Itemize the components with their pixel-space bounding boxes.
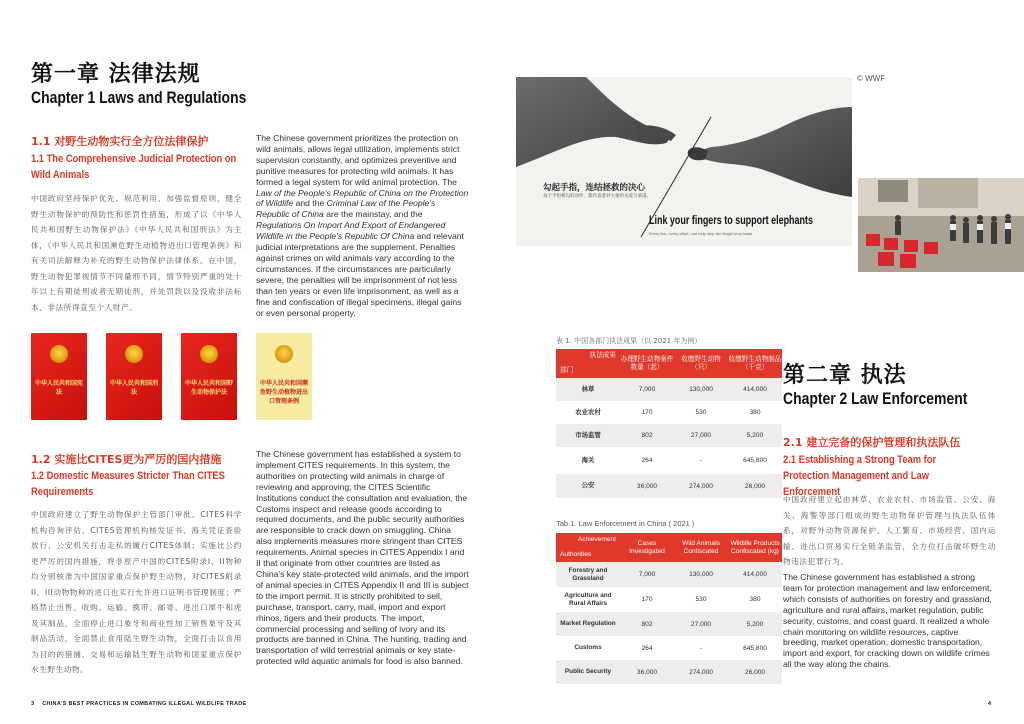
book-criminal-law: 中华人民共和国刑法 — [106, 333, 162, 420]
elephant-poster — [516, 77, 852, 246]
section-2-1-heading-en: 2.1 Establishing a Strong Team for Protection Management and Law Enforcement — [783, 454, 937, 498]
book-import-export-regulations: 中华人民共和国濒危野生动植物进出口管理条例 — [256, 333, 312, 420]
section-1-1-heading-cn: 1.1 对野生动物实行全方位法律保护 — [31, 135, 209, 148]
table-row: Agriculture and Rural Affairs 170 530 380 — [564, 591, 761, 607]
table-cn-header: 收缴野生动物（只） — [674, 349, 728, 378]
table-row: 林草 7,000 130,000 414,000 — [556, 378, 782, 401]
table-law-enforcement-en — [556, 533, 782, 684]
table-cn-header: 办理野生动物案件数量（起） — [620, 349, 674, 378]
book-constitution: 中华人民共和国宪法 — [31, 333, 87, 420]
table-row: Forestry and Grassland 7,000 130,000 414,000 — [556, 562, 782, 587]
page-number: 3 — [31, 701, 35, 707]
section-1-1-body-cn: 中国政府坚持保护优先、规范利用、加强监督原则，健全野生动物保护的预防性和惩罚性措施，形成了以《中华人民共和国野生动物保护法》《中华人民共和国刑法》为主体，《中华人民共和国濒危野生动植物进出口管理条例》和有关司法解释为补充的野生动物保护法律体系。在中国，野生动物犯罪视情节不同量刑不同，情节特别严重的处十年以上有期徒刑或者无期徒刑，并处罚款以及没收非法标本、非法所得直至个人财产。 — [31, 194, 242, 312]
poster-headline-cn: 勾起手指，连结拯救的决心 — [543, 183, 646, 193]
poster-headline-en: Link your fingers to support elephants — [649, 215, 813, 227]
section-1-2-body-en: The Chinese government has established a system to implement CITES requirements. In this system, the authorities on protecting wild animals in charge of reviewing and approving; the CITES Scientific Institutions conduct the consultation and evaluation, the Customs inspect and release goods according to required documents, and the public security authorities are responsible to crack down on smuggling. China also implements measures more stringent than CITES requirements. Animal species in CITES Appendix I and II that originate from other countries are listed as China's key state-protected wild animals, and the import of animal species in CITES Appendix II and III is subject to the import permit. It is strictly prohibited to sell, purchase, transport, carry, mail, import and export rhinos, tigers and their products. The import, commercial processing and selling of ivory and its products are banned in China. The hunting, trading and transportation of wild terrestrial animals or key state-protected wild aquatic animals for food is also banned. — [256, 449, 469, 667]
chapter-2-title-en: Chapter 2 Law Enforcement — [783, 389, 968, 408]
section-1-2-heading-cn: 1.2 实施比CITES更为严厉的国内措施 — [31, 453, 222, 466]
section-1-1-heading-en: 1.1 The Comprehensive Judicial Protection on Wild Animals — [31, 153, 237, 181]
poster-subtext-cn: 每个手指相勾的动作，都代表着对大象的关爱与承诺。 — [543, 194, 651, 199]
footer-title: CHINA'S BEST PRACTICES IN COMBATING ILLEGAL WILDLIFE TRADE — [42, 701, 247, 707]
law-title-wildlife: Law of the People's Republic of China on the Protection of Wildlife — [256, 187, 469, 209]
section-2-1-body-cn: 中国政府建立起由林草、农业农村、市场监管、公安、海关、海警等部门组成的野生动物保护管理与执法队伍体系，对野外动物资源保护、人工繁育、市场经营、国内运输、进出口贸易实行全链条监管，全方位打击破坏野生动物违法犯罪行为。 — [783, 495, 996, 566]
section-2-1-heading-cn: 2.1 建立完备的保护管理和执法队伍 — [783, 436, 961, 449]
footer-left — [31, 701, 246, 707]
law-title-import-export: Regulations On Import And Export of Endangered Wildlife in the People's Republic Of China — [256, 220, 446, 242]
national-emblem-icon — [50, 345, 68, 363]
table-en-caption: Tab 1. Law Enforcement in China ( 2021 ) — [556, 519, 695, 528]
table-row: 公安 36,000 274,000 26,000 — [556, 474, 782, 498]
event-photo — [858, 178, 1024, 272]
table-cn-header: 收缴野生动物制品（千克） — [728, 349, 782, 378]
table-row: Customs 264 - 645,800 — [574, 644, 767, 652]
national-emblem-icon — [275, 345, 293, 363]
book-wildlife-protection-law: 中华人民共和国野生动物保护法 — [181, 333, 237, 420]
photo-credit: © WWF — [857, 74, 886, 83]
right-page — [512, 0, 1024, 724]
table-en-header: Cases Investigated — [620, 533, 674, 562]
table-row: 市场监管 802 27,000 5,200 — [556, 424, 782, 447]
table-row: Public Security 36,000 274,000 26,000 — [556, 660, 782, 684]
table-en-corner: Achievement Authorities — [556, 533, 620, 562]
table-en-header: Wild Animals Confiscated — [674, 533, 728, 562]
poster-tagline: Every link, every effort, can help stop the illegal ivory trade. — [649, 231, 754, 236]
table-cn-corner: 执法成果 部门 — [556, 349, 620, 378]
section-2-1-body-en: The Chinese government has established a strong team for protection management and law enforcement, which consists of authorities on forestry and grassland, agriculture and rural affairs, market regulation, public security, customs, and coast guard. It realized a whole chain monitoring on wildlife resources, captive breeding, market operation, domestic transportation, import and export, for cracking down on wildlife crimes all the way along the chains. — [783, 572, 992, 670]
section-1-2-heading-en: 1.2 Domestic Measures Stricter Than CITES Requirements — [31, 470, 225, 498]
law-title-criminal: Criminal Law of the People's Republic of China — [256, 198, 436, 220]
table-row: 海关 264 - 645,800 — [581, 456, 767, 464]
page-number: 4 — [988, 701, 992, 707]
table-row: 农业农村 170 530 380 — [575, 408, 761, 416]
table-cn-caption: 表 1. 中国各部门执法成果（以 2021 年为例） — [556, 337, 702, 345]
section-1-1-body-en: The Chinese government prioritizes the protection on wild animals, allows legal utilization, implements strict supervision constantly, and optimizes preventive and punitive measures for protecting wild animals. It has formed a legal system for wild animal protection. The Law of the People's Republic of China on the Protection of Wildlife and the Criminal Law of the People's Republic of China are the mainstay, and the Regulations On Import And Export of Endangered Wildlife in the People's Republic Of China and relevant judicial interpretations are the supplement. Penalties against crimes on wild animals vary according to the circumstances. If the circumstances are particularly severe, the penalties will be imprisonment of not less than ten years or even life imprisonment, as well as a fine and confiscation of illegal specimens, illegal gains or even personal property. — [256, 133, 469, 318]
chapter-1-title-en: Chapter 1 Laws and Regulations — [31, 88, 247, 107]
chapter-1-title-cn: 第一章 法律法规 — [31, 62, 201, 87]
chapter-2-title-cn: 第二章 执法 — [783, 363, 907, 388]
table-law-enforcement-cn — [556, 349, 782, 498]
table-row: Market Regulation 802 27,000 5,200 — [556, 612, 782, 636]
national-emblem-icon — [200, 345, 218, 363]
section-1-2-body-cn: 中国政府建立了野生动物保护主管部门审批、CITES科学机构咨询评估、CITES管理机构核发证书、海关凭证查验放行、公安机关打击走私的履行CITES体制；实施比公约更严厉的国内措施，将非原产中国的CITES附录I、II物种均分别核准为中国国家重点保护野生动物，对CITES附录II、III动物物种的进口也实行允许进口证明书管理制度；严格禁止出售、收购、运输、携带、邮寄、进出口犀牛和虎及其制品，全面停止进口象牙和商业性加工销售象牙及其制品活动，全面禁止食用陆生野生动物，全面打击以食用为目的的猎捕、交易和运输陆生野生动物和国家重点保护水生野生动物。 — [31, 510, 242, 674]
national-emblem-icon — [125, 345, 143, 363]
event-photo-illustration — [858, 178, 1024, 272]
table-en-header: Wildlife Products Confiscated (kg) — [728, 533, 782, 562]
